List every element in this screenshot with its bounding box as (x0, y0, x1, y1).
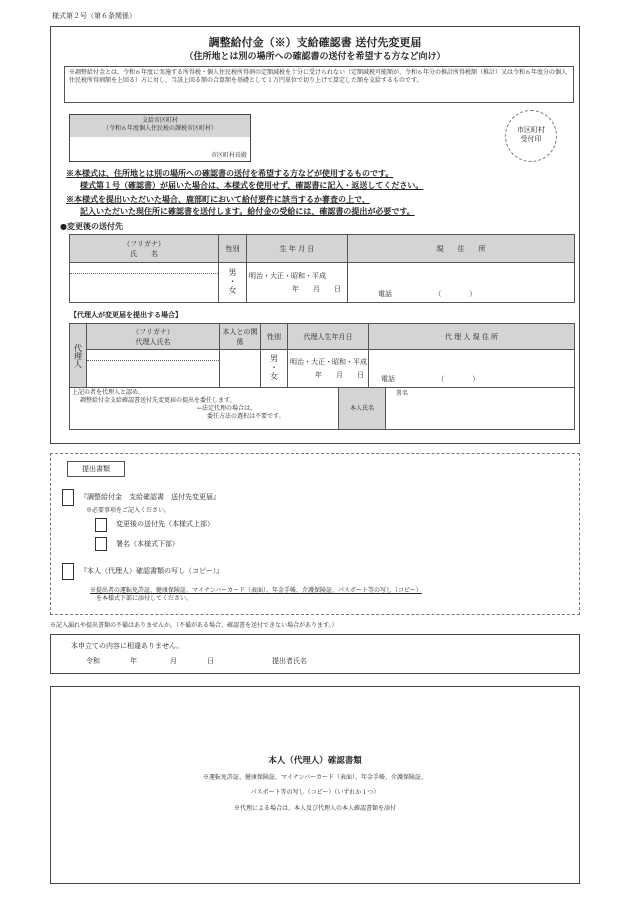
agent-dob-field[interactable] (288, 350, 369, 388)
agent-address-field[interactable] (369, 350, 575, 388)
phone-parens: （ ） (434, 290, 477, 299)
id-box-line3: ※代理による場合は、本人及び代理人の本人確認書類を添付 (233, 805, 396, 812)
agent-sex-male[interactable]: 男 (270, 354, 278, 364)
id-attachment-frame (50, 686, 580, 884)
delegation-l4: 委任方法の選択は不要です。 (207, 413, 285, 421)
form-number: 様式第２号（第６条関係） (52, 12, 136, 20)
municipality-header (70, 115, 250, 137)
form-subtitle: （住所地とは別の場所への確認書の送付を希望する方など向け） (184, 52, 446, 62)
sub1-checkbox[interactable] (95, 518, 107, 532)
notice-1: ※本様式は、住所地とは別の場所への確認書の送付を希望する方などが使用するものです。 (66, 168, 394, 178)
delegation-l2: 調整給付金支給確認書送付先変更届の提出を委任します。 (80, 397, 236, 405)
sub2-checkbox[interactable] (95, 537, 107, 551)
signature-label: 署名 (396, 390, 409, 397)
declaration-era: 令和 (86, 657, 100, 665)
delegation-l3: ←法定代理の場合は、 (197, 405, 257, 413)
principal-name-label: 本人氏名 (338, 388, 386, 429)
item1-note: ※必要事項をご記入ください。 (86, 507, 171, 514)
relation-field[interactable] (220, 350, 261, 388)
destination-dob-field[interactable] (247, 263, 348, 303)
id-box-line1: ※運転免許証、健康保険証、マイナンバーカード（表面）、年金手帳、介護保険証、 (202, 774, 428, 781)
agent-name-header (87, 324, 220, 350)
agent-side-label (70, 324, 87, 388)
relation-header: 本人との関係 (220, 324, 261, 350)
agent-date-units: 年 月 日 (315, 370, 364, 379)
notice-2b: 記入いただいた現住所に確認書を送付します。給付金の受給には、確認書の提出が必要です。 (80, 206, 415, 216)
agent-section-label: 【代理人が変更届を提出する場合】 (70, 310, 182, 319)
furigana-header: （フリガナ） (123, 239, 165, 248)
agent-side-text: 代理人 (73, 343, 83, 368)
date-units: 年 月 日 (292, 284, 341, 293)
agent-sex-dot: ・ (270, 363, 278, 373)
warning-text: ※記入漏れや提出書類の不備はありませんか。（不備がある場合、確認書を送付できない場合があります。） (50, 622, 338, 629)
agent-phone-label: 電話 (381, 375, 395, 384)
item2-checkbox[interactable] (62, 563, 74, 580)
documents-header: 提出書類 (67, 461, 125, 477)
item2-note (90, 587, 422, 602)
name-header: 氏 名 (130, 249, 158, 258)
agent-sex-header: 性別 (261, 324, 288, 350)
submitter-name-field[interactable] (320, 654, 570, 670)
sub1-label: 変更後の送付先（本様式上部） (116, 520, 214, 528)
form-title: 調整給付金（※）支給確認書 送付先変更届 (208, 36, 422, 49)
mayor-label: 市区町村長殿 (210, 151, 247, 159)
agent-furigana-field[interactable] (87, 350, 219, 361)
signature-field[interactable] (386, 388, 574, 429)
id-box-title: 本人（代理人）確認書類 (268, 756, 362, 766)
item1-label: 『調整給付金 支給確認書 送付先変更届』 (80, 493, 220, 501)
sub2-label: 署名（本様式下部） (116, 540, 179, 548)
agent-phone-parens: （ ） (437, 375, 480, 384)
sex-option-female[interactable]: 女 (228, 285, 237, 295)
destination-table (69, 234, 575, 303)
stamp-line1: 市区町村 (517, 126, 545, 134)
note-box (64, 66, 574, 103)
agent-era-options: 明治・大正・昭和・平成 (290, 357, 367, 366)
destination-name-field[interactable] (70, 263, 219, 303)
furigana-field[interactable] (70, 263, 218, 274)
delegation-l1: 上記の者を代理人と認め、 (72, 389, 144, 396)
agent-sex-field[interactable] (261, 350, 288, 388)
destination-address-field[interactable] (348, 263, 575, 303)
item2-note-l2: を本様式下部に添付してください。 (96, 594, 193, 602)
submitter-label: 提出者氏名 (272, 657, 307, 665)
agent-dob-header: 代理人生年月日 (288, 324, 369, 350)
destination-name-header (70, 235, 219, 263)
reception-stamp (505, 110, 557, 162)
destination-sex-field[interactable] (219, 263, 247, 303)
municipality-box (69, 114, 251, 162)
agent-sex-female[interactable]: 女 (270, 371, 278, 381)
phone-label: 電話 (378, 290, 392, 299)
era-options: 明治・大正・昭和・平成 (249, 271, 326, 280)
sex-dot: ・ (228, 277, 237, 287)
note-text: ※調整給付金とは、令和６年度に実施する所得税・個人住民税所得割の定額減税を十分に受けられない（定額減税可能額が、令和６年分の推計所得税額（推計）又は令和６年度分の個人住民税所得割額を上回る）方に対し、当該上回る額の合算額を基礎として１万円単位で切り上げて算定した額を支給するものです。 (69, 69, 568, 84)
agent-name-field[interactable] (87, 350, 220, 388)
agent-name-header-text: 代理人氏名 (135, 337, 171, 346)
declaration-year: 年 (130, 657, 137, 665)
dob-header: 生 年 月 日 (247, 235, 348, 263)
sex-header: 性別 (219, 235, 247, 263)
delegation-row (69, 388, 575, 430)
destination-section-label: ●変更後の送付先 (60, 221, 123, 231)
delegation-text (72, 389, 285, 421)
declaration-month: 月 (170, 657, 177, 665)
sex-option-male[interactable]: 男 (228, 268, 237, 278)
address-header: 現 住 所 (348, 235, 575, 263)
item2-note-l1: ※提出者の運転免許証、健康保険証、マイナンバーカード（表面）、年金手帳、介護保険証、パスポート等の写し（コピー） (90, 587, 422, 594)
agent-address-header: 代 理 人 現 住 所 (369, 324, 575, 350)
notice-1b: 様式第１号（確認書）が届いた場合は、本様式を使用せず、確認書に記入・返送してください。 (80, 180, 424, 190)
item2-label: 『本人（代理人）確認書類の写し（コピー）』 (80, 567, 224, 575)
agent-table (69, 323, 575, 388)
municipality-header-line2: （令和６年度個人住民税の課税市区町村） (102, 124, 217, 132)
declaration-line: 本申立ての内容に相違ありません。 (71, 642, 184, 650)
item1-checkbox[interactable] (62, 489, 74, 506)
stamp-line2: 受付印 (520, 134, 542, 143)
municipality-header-line1: 支給市区町村 (141, 117, 178, 124)
agent-furigana-header: （フリガナ） (132, 327, 174, 336)
id-box-line2: パスポート等の写し（コピー）（いずれか１つ） (250, 789, 380, 796)
declaration-day: 日 (207, 657, 214, 665)
notice-2: ※本様式を提出いただいた場合、鹿部町において給付要件に該当するか審査の上で、 (66, 194, 370, 204)
